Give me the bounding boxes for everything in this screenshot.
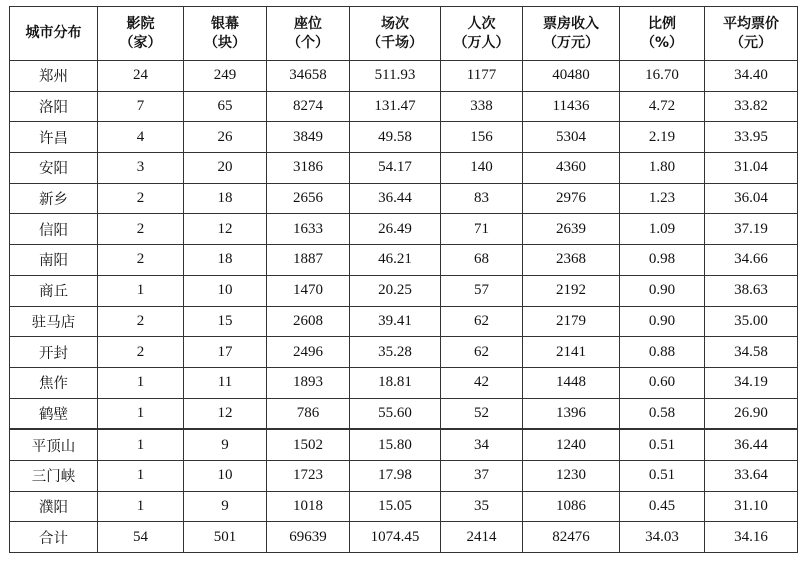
cell-box-office: 2368 (523, 245, 620, 276)
cell-avg-price: 31.10 (705, 491, 798, 522)
cell-cinemas: 2 (98, 306, 184, 337)
header-admissions (441, 7, 523, 61)
cell-cinemas: 1 (98, 275, 184, 306)
cell-shows: 131.47 (350, 91, 441, 122)
cell-avg-price: 31.04 (705, 153, 798, 184)
table-row (10, 367, 798, 398)
cell-cinemas: 54 (98, 522, 184, 553)
cell-shows: 55.60 (350, 398, 441, 429)
cell-screens: 18 (184, 183, 267, 214)
table-header (10, 7, 798, 61)
cell-screens: 249 (184, 61, 267, 92)
cell-seats: 3186 (267, 153, 350, 184)
cell-shows: 511.93 (350, 61, 441, 92)
cell-admissions: 71 (441, 214, 523, 245)
cell-cinemas: 3 (98, 153, 184, 184)
table-row (10, 245, 798, 276)
cell-city: 安阳 (10, 153, 98, 184)
cell-share: 0.58 (620, 398, 705, 429)
cinema-statistics-table (9, 6, 798, 553)
cell-shows: 20.25 (350, 275, 441, 306)
cell-seats: 786 (267, 398, 350, 429)
cell-cinemas: 2 (98, 183, 184, 214)
cell-seats: 1018 (267, 491, 350, 522)
cell-avg-price: 37.19 (705, 214, 798, 245)
cell-admissions: 34 (441, 429, 523, 460)
header-box-office (523, 7, 620, 61)
header-shows-line1: 场次 (381, 15, 409, 32)
cell-seats: 69639 (267, 522, 350, 553)
cell-cinemas: 1 (98, 398, 184, 429)
cell-screens: 11 (184, 367, 267, 398)
cell-city: 驻马店 (10, 306, 98, 337)
cell-share: 1.09 (620, 214, 705, 245)
cell-screens: 15 (184, 306, 267, 337)
cell-avg-price: 35.00 (705, 306, 798, 337)
header-avg-price-line2: （元） (730, 34, 772, 51)
cell-screens: 12 (184, 398, 267, 429)
cell-screens: 9 (184, 491, 267, 522)
cell-seats: 8274 (267, 91, 350, 122)
cell-admissions: 2414 (441, 522, 523, 553)
header-screens-line2: （块） (204, 34, 246, 51)
table-row (10, 460, 798, 491)
cell-admissions: 52 (441, 398, 523, 429)
cell-share: 16.70 (620, 61, 705, 92)
cell-box-office: 2141 (523, 337, 620, 368)
cell-screens: 10 (184, 275, 267, 306)
cell-seats: 2496 (267, 337, 350, 368)
table-row (10, 214, 798, 245)
cell-city: 开封 (10, 337, 98, 368)
cell-admissions: 338 (441, 91, 523, 122)
cell-admissions: 140 (441, 153, 523, 184)
cell-cinemas: 7 (98, 91, 184, 122)
cell-admissions: 37 (441, 460, 523, 491)
cell-shows: 36.44 (350, 183, 441, 214)
cell-city: 焦作 (10, 367, 98, 398)
cell-shows: 26.49 (350, 214, 441, 245)
cell-share: 0.60 (620, 367, 705, 398)
cell-avg-price: 33.82 (705, 91, 798, 122)
header-shows-line2: （千场） (367, 34, 423, 51)
header-shows (350, 7, 441, 61)
cell-shows: 15.80 (350, 429, 441, 460)
cell-share: 1.80 (620, 153, 705, 184)
header-cinemas-line2: （家） (119, 34, 162, 51)
cell-shows: 46.21 (350, 245, 441, 276)
header-screens (184, 7, 267, 61)
cell-box-office: 40480 (523, 61, 620, 92)
cell-share: 0.51 (620, 429, 705, 460)
cell-seats: 34658 (267, 61, 350, 92)
cell-screens: 501 (184, 522, 267, 553)
cell-cinemas: 2 (98, 337, 184, 368)
cell-avg-price: 34.16 (705, 522, 798, 553)
cell-screens: 18 (184, 245, 267, 276)
table-row (10, 429, 798, 460)
table-body (10, 61, 798, 553)
cell-screens: 12 (184, 214, 267, 245)
cell-share: 0.51 (620, 460, 705, 491)
cell-screens: 17 (184, 337, 267, 368)
cell-box-office: 1086 (523, 491, 620, 522)
cell-admissions: 1177 (441, 61, 523, 92)
cell-cinemas: 1 (98, 491, 184, 522)
header-seats (267, 7, 350, 61)
cell-admissions: 57 (441, 275, 523, 306)
cell-box-office: 82476 (523, 522, 620, 553)
header-avg-price-line1: 平均票价 (723, 15, 779, 32)
cell-shows: 54.17 (350, 153, 441, 184)
cell-avg-price: 34.66 (705, 245, 798, 276)
table-row (10, 275, 798, 306)
cell-screens: 20 (184, 153, 267, 184)
cell-share: 2.19 (620, 122, 705, 153)
cell-avg-price: 38.63 (705, 275, 798, 306)
cell-admissions: 42 (441, 367, 523, 398)
cell-cinemas: 1 (98, 460, 184, 491)
cell-avg-price: 34.40 (705, 61, 798, 92)
cell-box-office: 1448 (523, 367, 620, 398)
table-row (10, 183, 798, 214)
cell-seats: 2608 (267, 306, 350, 337)
cell-box-office: 4360 (523, 153, 620, 184)
cell-city: 鹤壁 (10, 398, 98, 429)
total-row (10, 522, 798, 553)
cell-admissions: 35 (441, 491, 523, 522)
table-row (10, 91, 798, 122)
cell-seats: 1893 (267, 367, 350, 398)
cell-cinemas: 24 (98, 61, 184, 92)
table-row (10, 306, 798, 337)
header-share-line1: 比例 (648, 15, 676, 32)
cell-box-office: 11436 (523, 91, 620, 122)
cell-seats: 1470 (267, 275, 350, 306)
cell-city: 濮阳 (10, 491, 98, 522)
cell-admissions: 68 (441, 245, 523, 276)
header-cinemas-line1: 影院 (126, 15, 155, 32)
cell-city: 郑州 (10, 61, 98, 92)
cell-cinemas: 1 (98, 367, 184, 398)
cell-screens: 9 (184, 429, 267, 460)
cell-avg-price: 26.90 (705, 398, 798, 429)
cell-box-office: 5304 (523, 122, 620, 153)
header-city-line1: 城市分布 (25, 25, 82, 41)
header-row (10, 7, 798, 61)
header-seats-line2: （个） (287, 34, 329, 51)
cell-shows: 15.05 (350, 491, 441, 522)
table-row (10, 337, 798, 368)
cell-cinemas: 1 (98, 429, 184, 460)
header-seats-line1: 座位 (294, 15, 322, 32)
cell-box-office: 1240 (523, 429, 620, 460)
cell-admissions: 62 (441, 337, 523, 368)
cell-share: 1.23 (620, 183, 705, 214)
table-row (10, 153, 798, 184)
cell-city: 洛阳 (10, 91, 98, 122)
cell-share: 0.90 (620, 306, 705, 337)
cell-box-office: 2179 (523, 306, 620, 337)
cell-seats: 1502 (267, 429, 350, 460)
header-box-office-line1: 票房收入 (543, 15, 599, 32)
table-row (10, 122, 798, 153)
cell-share: 34.03 (620, 522, 705, 553)
header-box-office-line2: （万元） (543, 34, 599, 51)
cell-city: 商丘 (10, 275, 98, 306)
cell-shows: 39.41 (350, 306, 441, 337)
cell-share: 0.45 (620, 491, 705, 522)
cell-city: 新乡 (10, 183, 98, 214)
cell-box-office: 2192 (523, 275, 620, 306)
cell-cinemas: 2 (98, 245, 184, 276)
cell-shows: 49.58 (350, 122, 441, 153)
cell-share: 4.72 (620, 91, 705, 122)
cell-screens: 10 (184, 460, 267, 491)
cell-city: 南阳 (10, 245, 98, 276)
header-admissions-line1: 人次 (467, 15, 496, 32)
cell-shows: 18.81 (350, 367, 441, 398)
cell-shows: 35.28 (350, 337, 441, 368)
header-share (620, 7, 705, 61)
header-avg-price (705, 7, 798, 61)
cell-seats: 1723 (267, 460, 350, 491)
table-row (10, 398, 798, 429)
cell-screens: 65 (184, 91, 267, 122)
cell-share: 0.90 (620, 275, 705, 306)
cell-avg-price: 36.44 (705, 429, 798, 460)
cell-city: 合计 (10, 522, 98, 553)
cell-city: 许昌 (10, 122, 98, 153)
header-admissions-line2: （万人） (453, 34, 510, 51)
cell-cinemas: 2 (98, 214, 184, 245)
table-row (10, 491, 798, 522)
cell-box-office: 1396 (523, 398, 620, 429)
cell-seats: 1887 (267, 245, 350, 276)
cell-avg-price: 34.19 (705, 367, 798, 398)
cell-shows: 1074.45 (350, 522, 441, 553)
header-cinemas (98, 7, 184, 61)
cell-admissions: 83 (441, 183, 523, 214)
cell-share: 0.88 (620, 337, 705, 368)
cell-seats: 2656 (267, 183, 350, 214)
cell-avg-price: 34.58 (705, 337, 798, 368)
cell-admissions: 62 (441, 306, 523, 337)
cell-box-office: 1230 (523, 460, 620, 491)
cell-seats: 3849 (267, 122, 350, 153)
table-row (10, 61, 798, 92)
cell-shows: 17.98 (350, 460, 441, 491)
header-share-line2: （%） (640, 34, 684, 51)
cell-city: 信阳 (10, 214, 98, 245)
cell-city: 平顶山 (10, 429, 98, 460)
cell-avg-price: 36.04 (705, 183, 798, 214)
cell-box-office: 2976 (523, 183, 620, 214)
cell-screens: 26 (184, 122, 267, 153)
cell-avg-price: 33.64 (705, 460, 798, 491)
cell-avg-price: 33.95 (705, 122, 798, 153)
cell-admissions: 156 (441, 122, 523, 153)
header-city (10, 7, 98, 61)
cell-seats: 1633 (267, 214, 350, 245)
cell-box-office: 2639 (523, 214, 620, 245)
cell-cinemas: 4 (98, 122, 184, 153)
cell-city: 三门峡 (10, 460, 98, 491)
header-screens-line1: 银幕 (211, 15, 239, 32)
cell-share: 0.98 (620, 245, 705, 276)
